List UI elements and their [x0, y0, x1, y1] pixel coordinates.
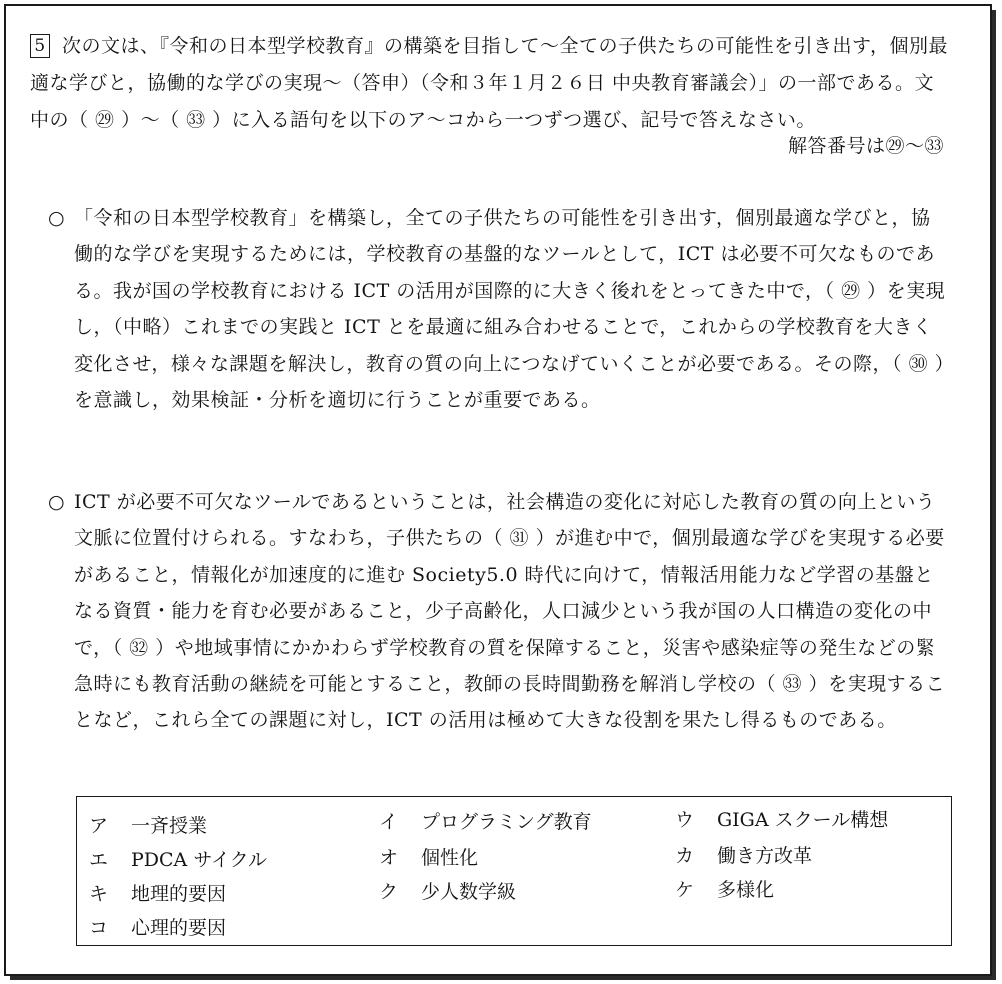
choice-key: ク: [379, 881, 399, 903]
answer-numbers-note: 解答番号は㉙～㉝: [787, 135, 944, 157]
frame-shadow-right: [992, 10, 996, 980]
question-intro-text: 次の文は、『令和の日本型学校教育』の構築を目指して～全ての子供たちの可能性を引き出す，個別最適な学びと，協働的な学びの実現～（答申）（令和３年１月２６日 中央教育審議会）」の一部である。文中の（ ㉙ ）～（ ㉝ ）に入る語句を以下のア～コから一つずつ選び、記号で答えなさい。: [30, 35, 948, 131]
choice-label: 一斉授業: [131, 815, 208, 837]
choice-ke: [675, 875, 774, 902]
choice-key: ケ: [675, 879, 695, 901]
choice-label: 心理的要因: [131, 917, 227, 939]
passage-2: [48, 484, 948, 739]
choice-label: 働き方改革: [717, 845, 813, 867]
passage-1: [48, 200, 948, 418]
question-number-box: 5: [30, 34, 50, 58]
passage-2-text: ICT が必要不可欠なツールであるということは，社会構造の変化に対応した教育の質の向上という文脈に位置付けられる。すなわち，子供たちの（ ㉛ ）が進む中で，個別最適な学びを実現する必要があること，情報化が加速度的に進む Society5.0 時代に向けて，情報活用能力など学習の基盤となる資質・能力を育む必要があること，少子高齢化，人口減少という我が国の人口構造の変化の中で，（ ㉜ ）や地域事情にかかわらず学校教育の質を保障すること，災害や感染症等の発生などの緊急時にも教育活動の継続を可能とすること，教師の長時間勤務を解消し学校の（ ㉝ ）を実現することなど，これら全ての課題に対し，ICT の活用は極めて大きな役割を果たし得るものである。: [74, 491, 946, 732]
choice-label: 地理的要因: [131, 883, 227, 905]
passage-1-text: 「令和の日本型学校教育」を構築し，全ての子供たちの可能性を引き出す，個別最適な学びと，協働的な学びを実現するためには，学校教育の基盤的なツールとして，ICT は必要不可欠なものである。我が国の学校教育における ICT の活用が国際的に大きく後れをとってきた中で，（ ㉙ ）を実現し，（中略）これまでの実践と ICT とを最適に組み合わせることで，これからの学校教育を大きく変化させ，様々な課題を解決し，教育の質の向上につなげていくことが必要である。その際，（ ㉚ ）を意識し，効果検証・分析を適切に行うことが重要である。: [74, 207, 946, 412]
choice-key: カ: [675, 845, 695, 867]
question-intro: [30, 28, 950, 139]
choice-label: PDCA サイクル: [131, 849, 268, 871]
choice-o: [379, 843, 478, 870]
choice-i: [379, 807, 592, 834]
choice-a: [89, 811, 207, 838]
choice-ka: [675, 841, 812, 868]
choice-ku: [379, 877, 516, 904]
choice-key: コ: [89, 917, 109, 939]
choice-key: ア: [89, 815, 109, 837]
choice-label: プログラミング教育: [421, 811, 592, 833]
frame-shadow-bottom: [10, 976, 996, 980]
choice-label: 多様化: [717, 879, 775, 901]
choice-u: [675, 805, 888, 832]
choice-key: キ: [89, 883, 109, 905]
choice-e: [89, 845, 267, 872]
bullet-circle-icon: ○: [48, 491, 66, 513]
choice-key: エ: [89, 849, 109, 871]
bullet-circle-icon: ○: [48, 207, 66, 229]
choice-ko: [89, 913, 226, 940]
choice-key: イ: [379, 811, 399, 833]
choice-key: オ: [379, 847, 399, 869]
choice-key: ウ: [675, 809, 695, 831]
choice-ki: [89, 879, 226, 906]
choice-label: 少人数学級: [421, 881, 517, 903]
choice-label: GIGA スクール構想: [717, 809, 889, 831]
choices-box: [76, 796, 952, 946]
choice-label: 個性化: [421, 847, 479, 869]
